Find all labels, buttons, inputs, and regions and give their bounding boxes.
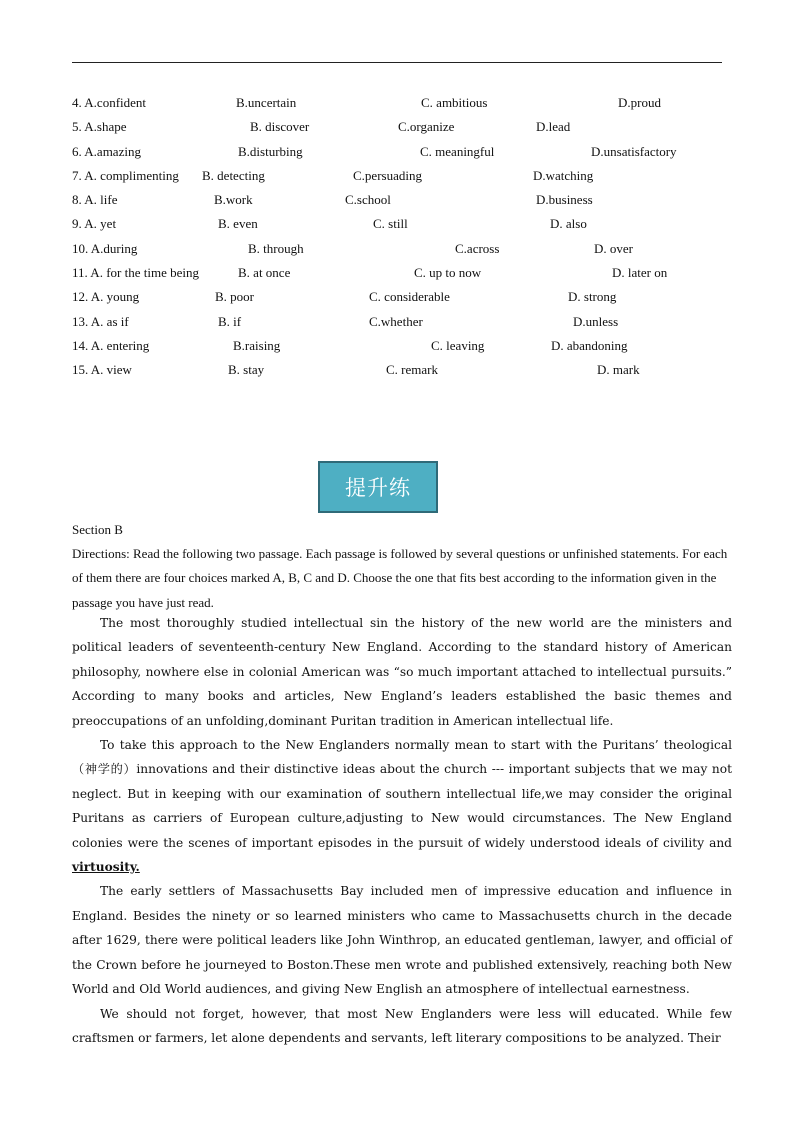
question-row: 11. A. for the time being B. at once C. up to now D. later on [72,265,668,281]
question-row: 14. A. entering B.raising C. leaving D. abandoning [72,337,628,353]
practice-badge: 提升练 [318,461,438,513]
question-row: 10. A.during B. through C.across D. over [72,240,633,256]
question-row: 13. A. as if B. if C.whether D.unless [72,313,619,329]
question-row: 5. A.shape B. discover C.organize D.lead [72,119,571,135]
question-row: 7. A. complimenting B. detecting C.persuading D.watching [72,167,594,183]
directions-text: Directions: Read the following two passage. Each passage is followed by several questions or unfinished statements. For each of them there are four choices marked A, B, C and D. Choose the one that fits best according to the information given in the passage you have just read. [72,546,728,610]
reading-passage [72,611,732,1050]
question-row: 12. A. young B. poor C. considerable D. strong [72,289,617,305]
section-header [72,518,732,615]
option-list [72,94,732,386]
passage-paragraph-3: The early settlers of Massachusetts Bay included men of impressive education and influence in England. Besides the ninety or so learned ministers who came to Massachusetts church in the decade after 1629, there were political leaders like John Winthrop, an educated gentleman, lawyer, and official of the Crown before he journeyed to Boston.These men wrote and published extensively, reaching both New World and Old World audiences, and giving New English an atmosphere of intellectual earnestness. [72,884,732,997]
question-row: 4. A.confident B.uncertain C. ambitious D.proud [72,95,661,110]
passage-paragraph-2: To take this approach to the New Englanders normally mean to start with the Puritans’ theological（神学的）innovations and their distinctive ideas about the church --- important subjects that we may not neglect. But in keeping with our examination of southern intellectual life,we may consider the original Puritans as carriers of European culture,adjusting to New would circumstances. The New England colonies were the scenes of important episodes in the pursuit of widely understood ideals of civility and virtuosity. [72,738,732,875]
passage-paragraph-1: The most thoroughly studied intellectual sin the history of the new world are the ministers and political leaders of seventeenth-century New England. According to the standard history of American philosophy, nowhere else in colonial American was “so much important attached to intellectual pursuits.” According to many books and articles, New England’s leaders established the basic themes and preoccupations of an unfolding,dominant Puritan tradition in American intellectual life. [72,616,732,728]
question-row: 6. A.amazing B.disturbing C. meaningful D.unsatisfactory [72,143,677,159]
section-title: Section B [72,522,123,537]
passage-paragraph-4: We should not forget, however, that most New Englanders were less will educated. While few craftsmen or farmers, let alone dependents and servants, left literary compositions to be analyzed. Their [72,1006,732,1045]
question-row: 8. A. life B.work C.school D.business [72,192,593,208]
question-row: 9. A. yet B. even C. still D. also [72,216,587,232]
question-row: 15. A. view B. stay C. remark D. mark [72,362,640,378]
header-rule [72,62,722,63]
keyword-virtuosity: virtuosity. [72,860,140,875]
